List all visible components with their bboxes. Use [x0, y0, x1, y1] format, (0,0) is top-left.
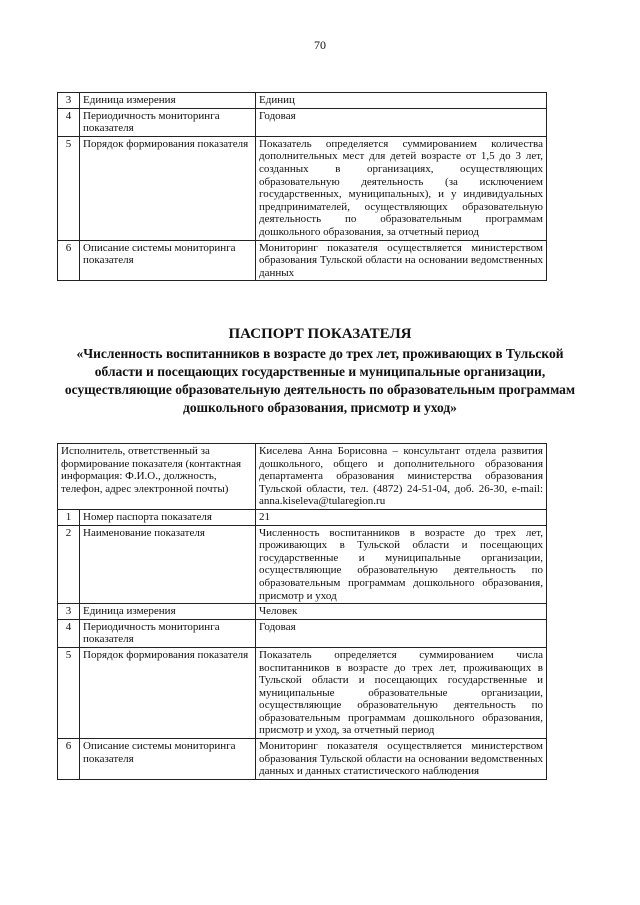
row-value: Показатель определяется суммированием количества дополнительных мест для детей возрасте от 1,5 до 3 лет, созданных в организациях, осуществляющих образовательную деятельность (за исключением государственных, муниципальных), и у индивидуальных предпринимателей, осуществляющих образовательную деятельность по образовательным программам дошкольного образования, за отчетный период: [256, 136, 547, 240]
row-value: Годовая: [256, 108, 547, 136]
row-label: Периодичность мониторинга показателя: [80, 108, 256, 136]
table-row: [58, 525, 547, 604]
row-number: 3: [58, 604, 80, 620]
table-row: [58, 509, 547, 525]
row-label: Номер паспорта показателя: [80, 509, 256, 525]
row-label: Единица измерения: [80, 93, 256, 109]
table-row: [58, 604, 547, 620]
table-row: [58, 108, 547, 136]
row-number: 5: [58, 647, 80, 738]
row-number: 2: [58, 525, 80, 604]
row-value: Годовая: [256, 619, 547, 647]
passport-title: ПАСПОРТ ПОКАЗАТЕЛЯ: [228, 326, 412, 342]
row-label: Описание системы мониторинга показателя: [80, 240, 256, 281]
table-row: [58, 93, 547, 109]
row-label: Периодичность мониторинга показателя: [80, 619, 256, 647]
row-value: Показатель определяется суммированием числа воспитанников в возрасте до трех лет, проживающих в Тульской области и посещающих государственные и муниципальные образовательные организации, осуществляющие образовательную деятельность по образовательным программам дошкольного образования, присмотр и уход, за отчетный период: [256, 647, 547, 738]
passport-table: [57, 443, 547, 780]
row-value: Единиц: [256, 93, 547, 109]
row-label: Порядок формирования показателя: [80, 136, 256, 240]
row-number: 6: [58, 739, 80, 780]
row-number: 6: [58, 240, 80, 281]
page-number: 70: [314, 38, 326, 52]
row-label: Порядок формирования показателя: [80, 647, 256, 738]
row-value: Мониторинг показателя осуществляется министерством образования Тульской области на основании ведомственных данных и данных статистического наблюдения: [256, 739, 547, 780]
row-number: 4: [58, 619, 80, 647]
row-number: 3: [58, 93, 80, 109]
row-value: Человек: [256, 604, 547, 620]
row-value: Мониторинг показателя осуществляется министерством образования Тульской области на основании ведомственных данных: [256, 240, 547, 281]
row-number: 4: [58, 108, 80, 136]
table-row: [58, 136, 547, 240]
table-row: [58, 647, 547, 738]
table-row: [58, 619, 547, 647]
row-value: 21: [256, 509, 547, 525]
row-number: 1: [58, 509, 80, 525]
executor-label: Исполнитель, ответственный за формирование показателя (контактная информация: Ф.И.О., должность, телефон, адрес электронной почты): [58, 444, 256, 510]
passport-subtitle: «Численность воспитанников в возрасте до трех лет, проживающих в Тульской области и посещающих государственные и муниципальные организации, осуществляющие образовательную деятельность по образовательным программам дошкольного образования, присмотр и уход»: [64, 346, 576, 415]
table-row: [58, 444, 547, 510]
table-row: [58, 739, 547, 780]
table-row: [58, 240, 547, 281]
indicator-table-continued: [57, 92, 547, 281]
row-label: Наименование показателя: [80, 525, 256, 604]
row-value: Численность воспитанников в возрасте до трех лет, проживающих в Тульской области и посещающих государственные и муниципальные организации, осуществляющие образовательную деятельность по образовательным программам дошкольного образования, присмотр и уход: [256, 525, 547, 604]
row-label: Единица измерения: [80, 604, 256, 620]
row-number: 5: [58, 136, 80, 240]
row-label: Описание системы мониторинга показателя: [80, 739, 256, 780]
executor-value: Киселева Анна Борисовна – консультант отдела развития дошкольного, общего и дополнительного образования департамента образования министерства образования Тульской области, тел. (4872) 24-51-04, доб. 26-30, e-mail: anna.kiseleva@tularegion.ru: [256, 444, 547, 510]
